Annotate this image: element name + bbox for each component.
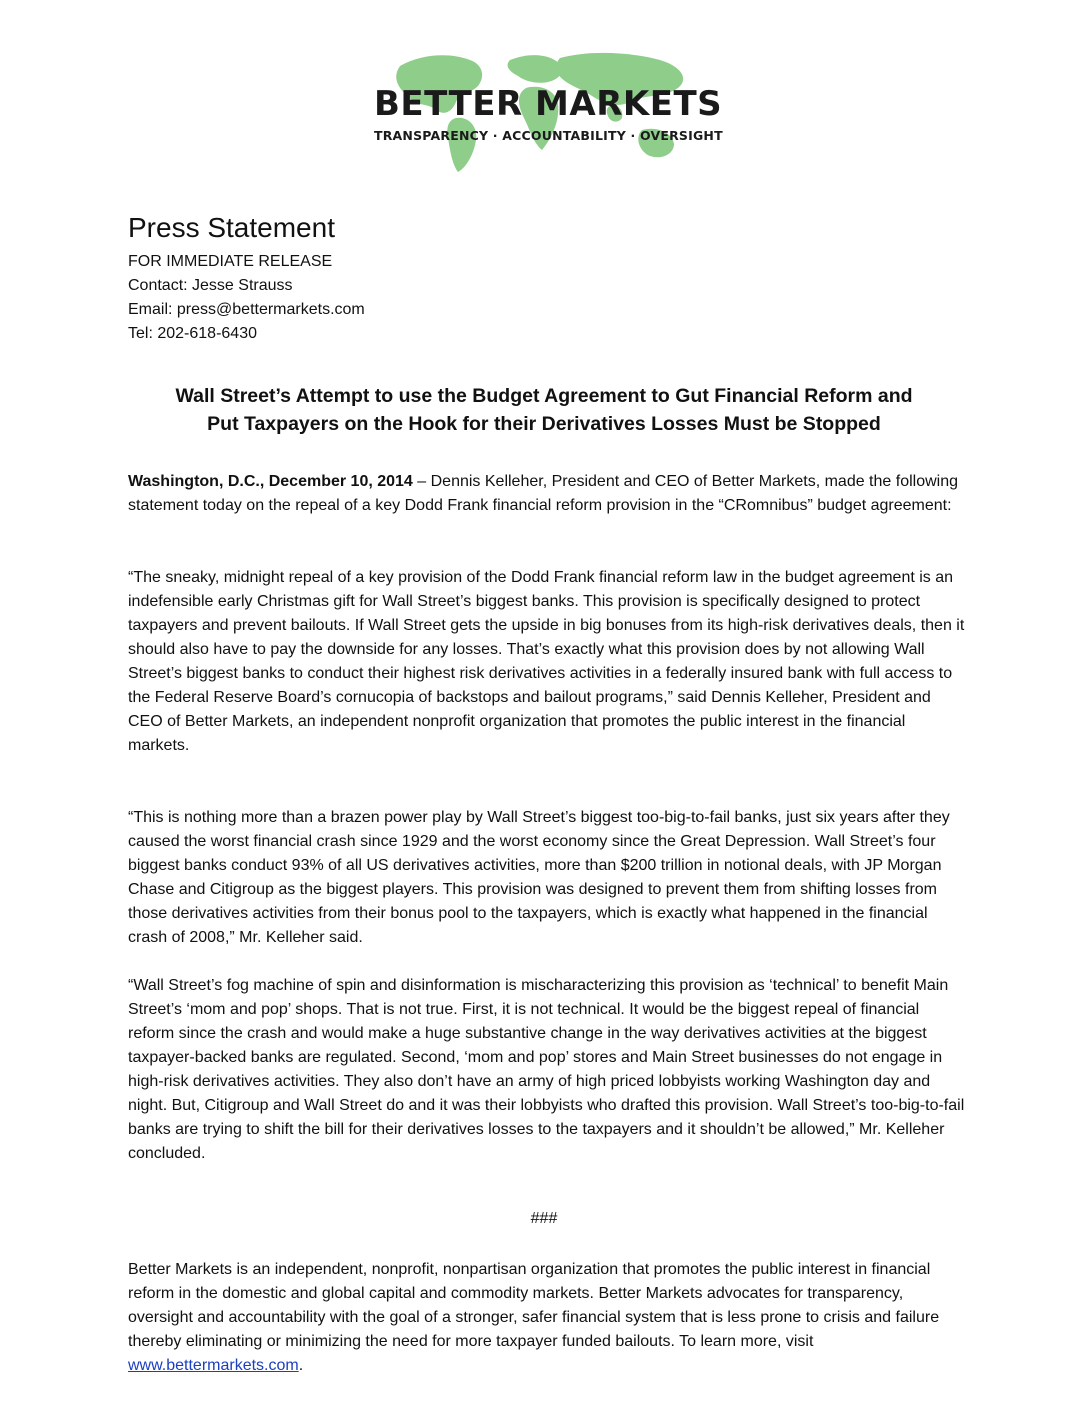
logo-name: BETTER MARKETS xyxy=(374,84,723,124)
page-heading: Press Statement xyxy=(128,212,335,243)
quote-paragraph-1: “The sneaky, midnight repeal of a key provision of the Dodd Frank financial reform law in the budget agreement is an indefensible early Christmas gift for Wall Street’s biggest banks. This provision is specifically designed to protect taxpayers and prevent bailouts. If Wall Street gets the upside in big bonuses from its high-risk derivatives deals, then it should also have to pay the downside for any losses. That’s exactly what this provision does by not allowing Wall Street’s biggest banks to conduct their highest risk derivatives activities in a federally insured bank with full access to the Federal Reserve Board’s cornucopia of backstops and bailout programs,” said Dennis Kelleher, President and CEO of Better Markets, an independent nonprofit organization that promotes the public interest in the financial markets. xyxy=(128,569,965,754)
dateline: Washington, D.C., December 10, 2014 xyxy=(128,473,413,490)
intro-text: – Dennis Kelleher, President and CEO of Better Markets, made the following statement today on the repeal of a key Dodd Frank financial reform provision in the “CRomnibus” budget agreement: xyxy=(128,473,958,514)
title-line-2: Put Taxpayers on the Hook for their Derivatives Losses Must be Stopped xyxy=(207,413,881,435)
release-label: FOR IMMEDIATE RELEASE xyxy=(128,253,333,270)
quote-paragraph-3: “Wall Street’s fog machine of spin and disinformation is mischaracterizing this provision as ‘technical’ to benefit Main Street’s ‘mom and pop’ shops. That is not true. First, it is not technical. It would be the biggest repeal of financial reform since the crash and would make a huge substantive change in the way derivatives activities at the biggest taxpayer-backed banks are regulated. Second, ‘mom and pop’ stores and Main Street businesses do not engage in high-risk derivatives activities. They also don’t have an army of high priced lobbyists working Washington day and night. But, Citigroup and Wall Street do and it was their lobbyists who drafted this provision. Wall Street’s too-big-to-fail banks are trying to shift the bill for their derivatives losses to the taxpayers and it shouldn’t be allowed,” Mr. Kelleher concluded. xyxy=(128,977,965,1162)
contact-line: Contact: Jesse Strauss xyxy=(128,277,293,294)
title-line-1: Wall Street’s Attempt to use the Budget Agreement to Gut Financial Reform and xyxy=(175,385,913,407)
website-link[interactable]: www.bettermarkets.com xyxy=(128,1357,299,1374)
logo-tagline: TRANSPARENCY · ACCOUNTABILITY · OVERSIGHT xyxy=(374,128,723,143)
about-paragraph xyxy=(128,1258,968,1378)
email-line: Email: press@bettermarkets.com xyxy=(128,301,365,318)
release-title xyxy=(112,382,976,438)
quote-paragraph-2: “This is nothing more than a brazen power play by Wall Street’s biggest too-big-to-fail banks, just six years after they caused the worst financial crash since 1929 and the worst economy since the Great Depression. Wall Street’s four biggest banks conduct 93% of all US derivatives activities, more than $200 trillion in notional deals, with JP Morgan Chase and Citigroup as the biggest players. This provision was designed to prevent them from shifting losses from those derivatives activities from their bonus pool to the taxpayers, which is exactly what happened in the financial crash of 2008,” Mr. Kelleher said. xyxy=(128,809,950,946)
end-separator: ### xyxy=(530,1210,558,1227)
contact-block xyxy=(128,250,365,346)
about-end: . xyxy=(298,1357,304,1374)
intro-paragraph xyxy=(128,470,968,518)
better-markets-logo xyxy=(360,46,723,178)
about-text: Better Markets is an independent, nonprofit, nonpartisan organization that promotes the public interest in financial reform in the domestic and global capital and commodity markets. Better Markets advocates for transparency, oversight and accountability with the goal of a stronger, safer financial system that is less prone to crisis and failure thereby eliminating or minimizing the need for more taxpayer funded bailouts. To learn more, visit xyxy=(128,1261,940,1350)
tel-line: Tel: 202-618-6430 xyxy=(128,325,257,342)
